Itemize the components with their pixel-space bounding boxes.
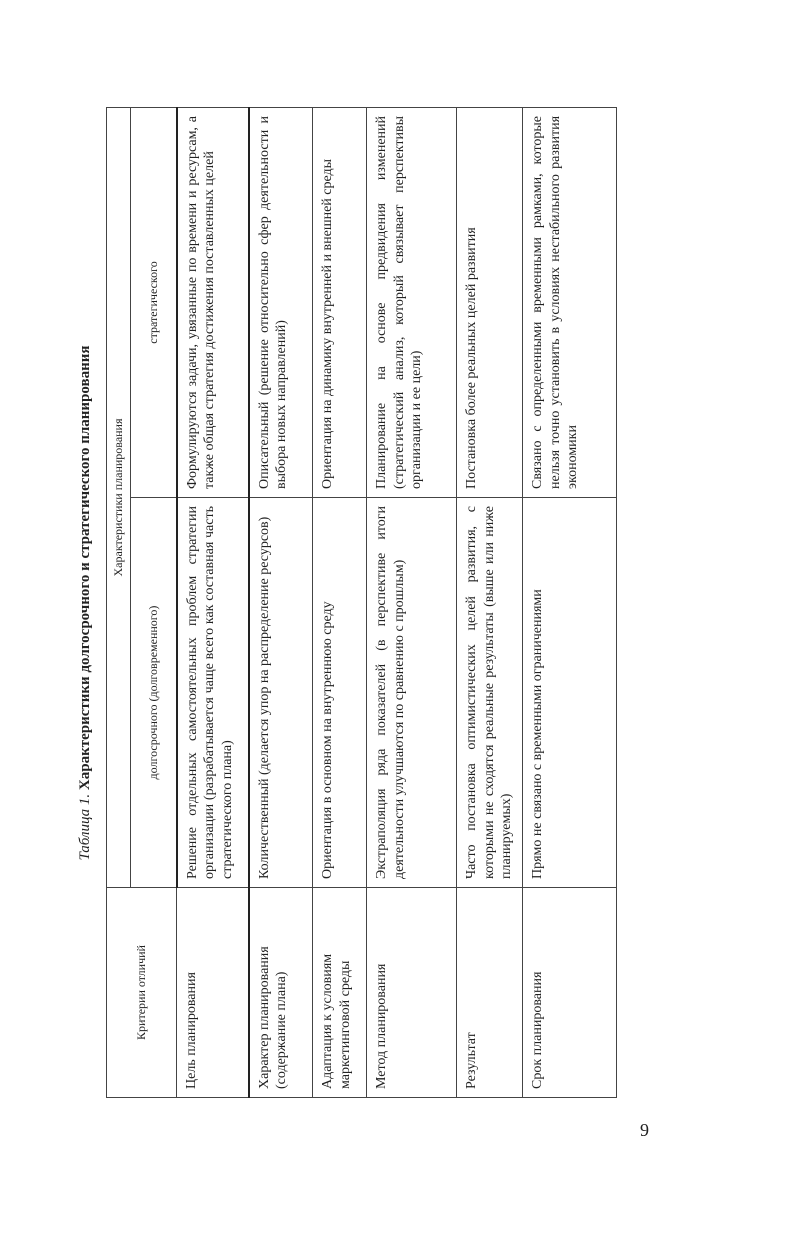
header-strategic: стратегического [131,107,177,497]
criterion-cell: Результат [457,888,523,1098]
table-row [177,107,249,1097]
header-long-term: долгосрочного (долговременного) [131,498,177,888]
criterion-cell: Характер планирования (содержание плана) [249,888,313,1098]
criterion-cell: Адаптация к условиям маркетинговой среды [313,888,367,1098]
strategic-cell: Постановка более реальных целей развития [457,107,523,497]
strategic-cell: Планирование на основе предвидения изменений (стратегический анализ, который связывает перспективы организации и ее цели) [367,107,457,497]
criterion-cell: Срок планирования [523,888,617,1098]
rotated-page-content [70,108,615,1098]
long-term-cell: Количественный (делается упор на распределение ресурсов) [249,498,313,888]
table-row [249,107,313,1097]
long-term-cell: Часто постановка оптимистических целей развития, с которыми не сходятся реальные результаты (выше или ниже планируемых) [457,498,523,888]
table-caption [70,108,100,1098]
comparison-table [106,107,617,1098]
header-criteria: Критерии отличий [107,888,177,1098]
caption-title: Характеристики долгосрочного и стратегического планирования [77,345,93,791]
criterion-cell: Метод планирования [367,888,457,1098]
table-row [367,107,457,1097]
caption-label: Таблица 1. [77,793,93,861]
header-group: Характеристики планирования [107,107,131,887]
table-row [523,107,617,1097]
long-term-cell: Ориентация в основном на внутреннюю среду [313,498,367,888]
strategic-cell: Связано с определенными временными рамками, которые нельзя точно установить в условиях нестабильного развития экономики [523,107,617,497]
strategic-cell: Описательный (решение относительно сфер деятельности и выбора новых направлений) [249,107,313,497]
strategic-cell: Формулируются задачи, увязанные по времени и ресурсам, а также общая стратегия достижения поставленных целей [177,107,249,497]
table-row [457,107,523,1097]
long-term-cell: Решение отдельных самостоятельных проблем стратегии организации (разрабатывается чаще всего как составная часть стратегического плана) [177,498,249,888]
long-term-cell: Прямо не связано с временными ограничениями [523,498,617,888]
long-term-cell: Экстраполяция ряда показателей (в перспективе итоги деятельности улучшаются по сравнению с прошлым) [367,498,457,888]
strategic-cell: Ориентация на динамику внутренней и внешней среды [313,107,367,497]
page-number: 9 [640,1120,649,1140]
table-row [313,107,367,1097]
criterion-cell: Цель планирования [177,888,249,1098]
